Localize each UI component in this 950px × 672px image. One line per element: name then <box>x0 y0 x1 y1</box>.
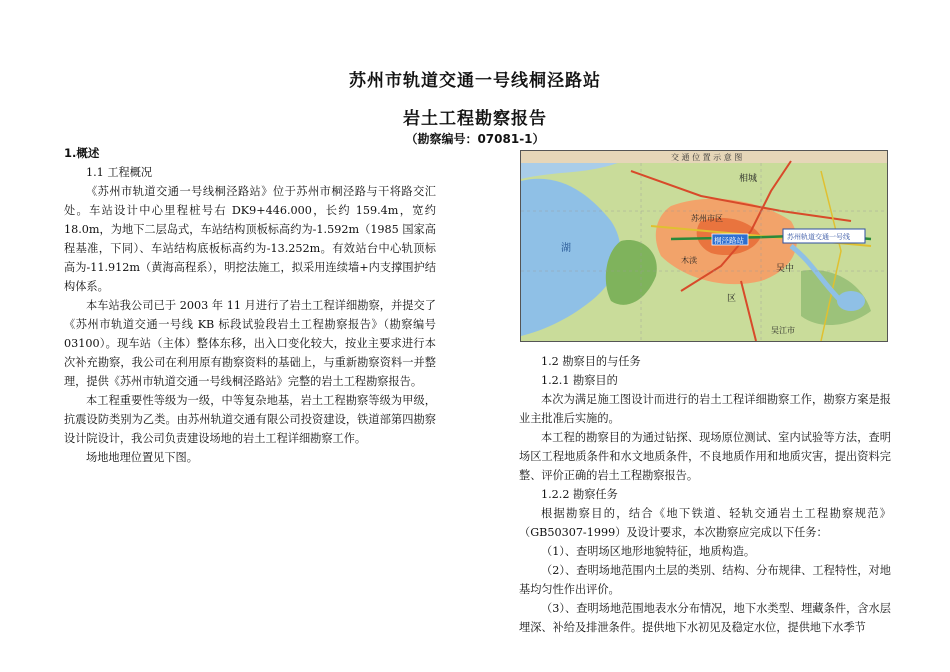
right-column <box>519 352 891 637</box>
document-title: 苏州市轨道交通一号线桐泾路站 <box>349 71 601 91</box>
document-subtitle: 岩土工程勘察报告 <box>403 109 547 129</box>
paragraph: 本工程的勘察目的为通过钻探、现场原位测试、室内试验等方法，查明场区工程地质条件和水文地质条件，不良地质作用和地质灾害，提出资料完整、评价正确的岩土工程勘察报告。 <box>519 431 891 482</box>
subsection-heading-1-1: 1.1 工程概况 <box>86 166 153 179</box>
map-place-label: 相城 <box>739 174 758 184</box>
report-number: （勘察编号：07081-1） <box>405 132 545 146</box>
list-item: （3）、查明场地范围地表水分布情况，地下水类型、埋藏条件，含水层埋深、补给及排泄条件。提供地下水初见及稳定水位，提供地下水季节 <box>519 602 891 634</box>
map-place-label: 苏州市区 <box>691 214 723 223</box>
list-item: （1）、查明场区地形地貌特征，地质构造。 <box>541 545 756 558</box>
subsection-heading-1-2-2: 1.2.2 勘察任务 <box>541 488 618 501</box>
map-place-label: 木渎 <box>681 256 697 265</box>
map-place-label: 吴江市 <box>771 326 795 335</box>
map-place-label: 吴中 <box>776 264 795 274</box>
paragraph: 本次为满足施工图设计而进行的岩土工程详细勘察工作，勘察方案是报业主批准后实施的。 <box>519 393 891 425</box>
section-heading-overview: 1.概述 <box>64 146 100 160</box>
paragraph: 《苏州市轨道交通一号线桐泾路站》位于苏州市桐泾路与干将路交汇处。车站设计中心里程桩号右 DK9+446.000，长约 159.4m，宽约 18.0m，为地下二层岛式，车站结构顶板标高约为-1.592m（1985 国家高程基准，下同）、车站结构底板标高约为-13.252m。有效站台中心轨顶标高为-11.912m（黄海高程系），明挖法施工，拟采用连续墙+内支撑围护结构体系。 <box>64 185 436 293</box>
paragraph: 本工程重要性等级为一级，中等复杂地基，岩土工程勘察等级为甲级，抗震设防类别为乙类。由苏州轨道交通有限公司投资建设，铁道部第四勘察设计院设计，我公司负责建设场地的岩土工程详细勘察工作。 <box>64 394 436 445</box>
paragraph: 本车站我公司已于 2003 年 11 月进行了岩土工程详细勘察，并提交了《苏州市轨道交通一号线 KB 标段试验段岩土工程勘察报告》（勘察编号03100）。现车站（主体）整体东移，出入口变化较大，按业主要求进行本次补充勘察，我公司在利用原有勘察资料的基础上，与重新勘察资料一并整理，提供《苏州市轨道交通一号线桐泾路站》完整的岩土工程勘察报告。 <box>64 299 436 388</box>
map-place-label: 区 <box>727 294 737 304</box>
paragraph: 场地地理位置见下图。 <box>86 451 198 464</box>
location-map-image <box>521 151 887 341</box>
map-line-label: 苏州轨道交通一号线 <box>787 233 850 241</box>
paragraph: 根据勘察目的，结合《地下铁道、轻轨交通岩土工程勘察规范》（GB50307-1999）及设计要求，本次勘察应完成以下任务： <box>519 507 891 539</box>
left-column <box>64 144 436 467</box>
subsection-heading-1-2-1: 1.2.1 勘察目的 <box>541 374 618 387</box>
map-station-label: 桐泾路站 <box>714 236 744 245</box>
map-title: 交 通 位 置 示 意 图 <box>671 153 743 162</box>
list-item: （2）、查明场地范围内土层的类别、结构、分布规律、工程特性，对地基均匀性作出评价。 <box>519 564 891 596</box>
location-map <box>520 150 888 342</box>
subsection-heading-1-2: 1.2 勘察目的与任务 <box>541 355 641 368</box>
map-place-label: 湖 <box>561 243 571 254</box>
